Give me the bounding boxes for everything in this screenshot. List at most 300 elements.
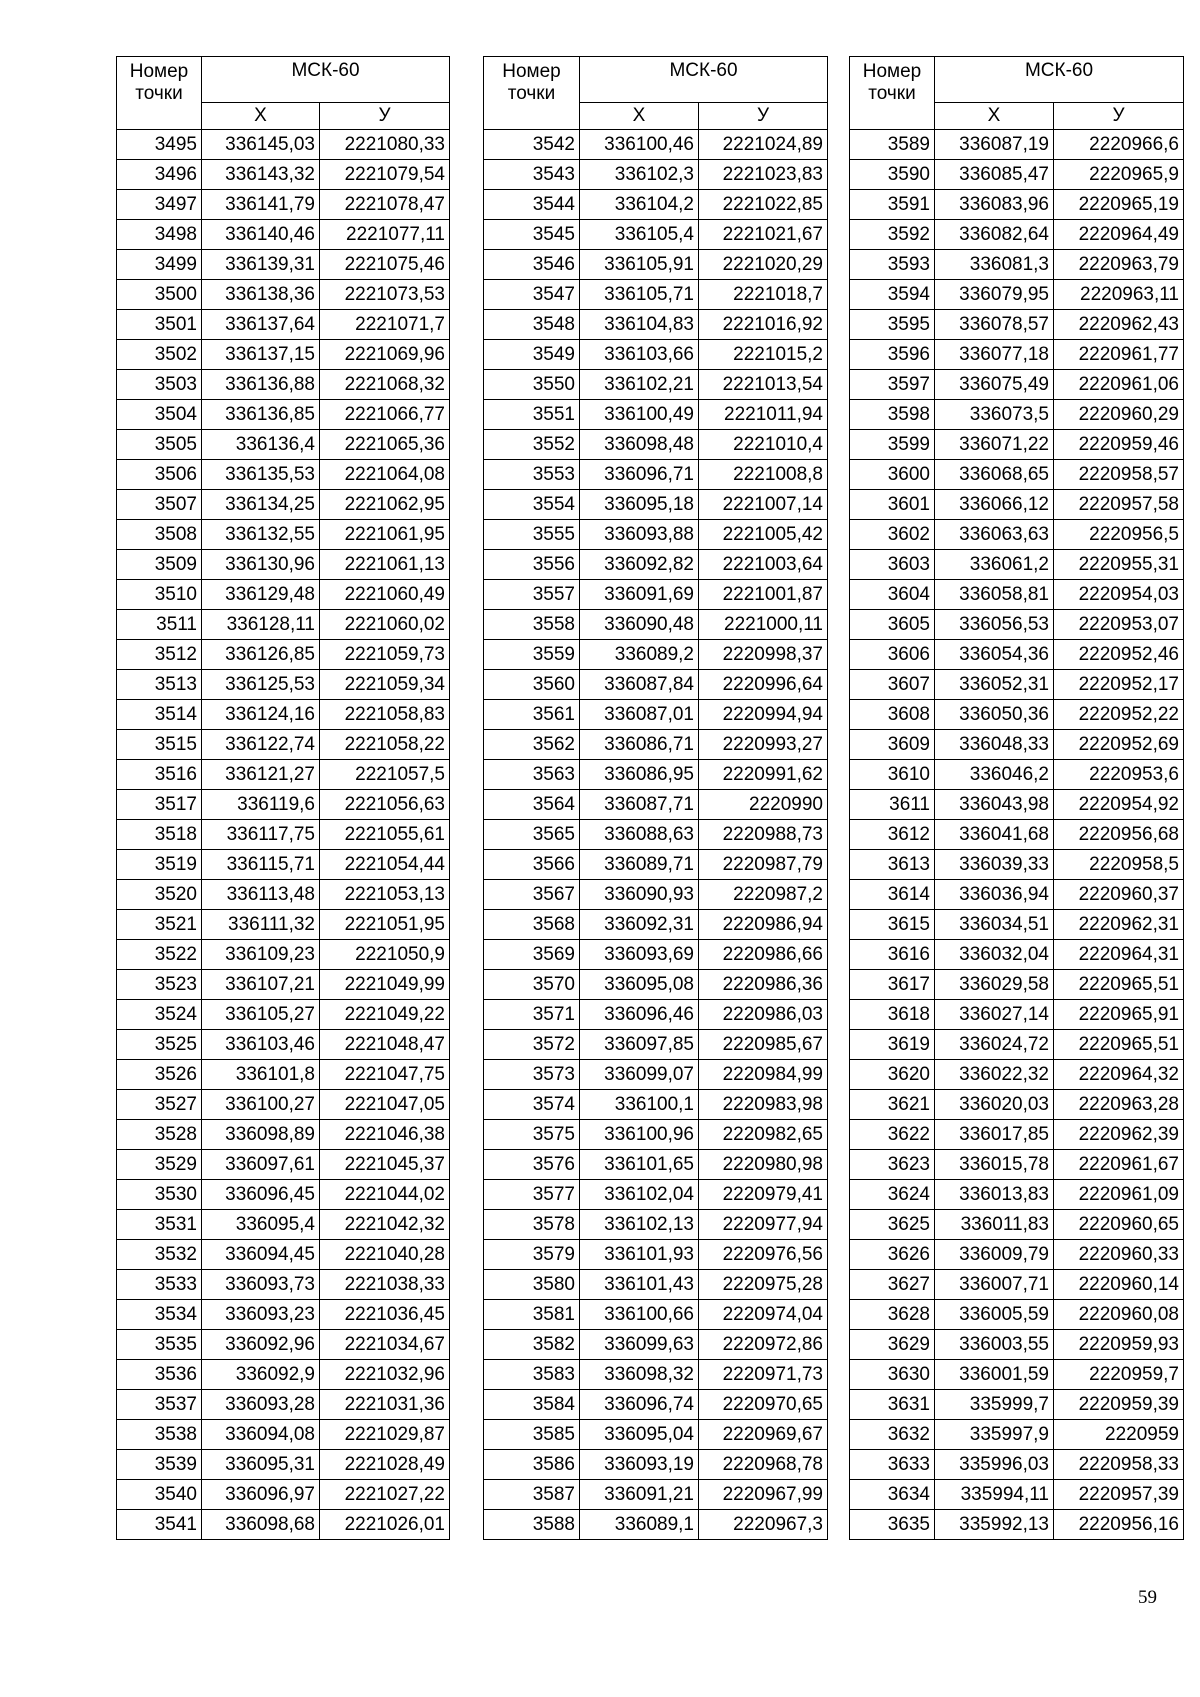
y-coordinate-cell: 2221044,02 — [320, 1180, 450, 1210]
point-number-cell: 3519 — [117, 850, 202, 880]
y-coordinate-cell: 2220965,91 — [1054, 1000, 1184, 1030]
y-coordinate-cell: 2220961,06 — [1054, 370, 1184, 400]
table-row — [484, 280, 828, 310]
table-row — [850, 250, 1184, 280]
x-coordinate-cell: 336089,71 — [580, 850, 699, 880]
y-coordinate-cell: 2220952,46 — [1054, 640, 1184, 670]
point-number-cell: 3601 — [850, 490, 935, 520]
y-coordinate-cell: 2220952,69 — [1054, 730, 1184, 760]
y-coordinate-cell: 2221026,01 — [320, 1510, 450, 1540]
point-number-cell: 3515 — [117, 730, 202, 760]
x-coordinate-cell: 336100,1 — [580, 1090, 699, 1120]
point-number-cell: 3606 — [850, 640, 935, 670]
point-number-cell: 3610 — [850, 760, 935, 790]
y-coordinate-cell: 2220965,9 — [1054, 160, 1184, 190]
table-row — [484, 400, 828, 430]
y-coordinate-cell: 2221010,4 — [699, 430, 828, 460]
x-coordinate-cell: 336089,2 — [580, 640, 699, 670]
x-coordinate-cell: 336145,03 — [202, 130, 320, 160]
table-row — [484, 1030, 828, 1060]
x-coordinate-cell: 336096,45 — [202, 1180, 320, 1210]
x-coordinate-cell: 336136,88 — [202, 370, 320, 400]
x-coordinate-cell: 336125,53 — [202, 670, 320, 700]
table-row — [117, 760, 450, 790]
table-row — [484, 610, 828, 640]
y-coordinate-cell: 2220986,36 — [699, 970, 828, 1000]
table-row — [484, 1480, 828, 1510]
y-coordinate-cell: 2220977,94 — [699, 1210, 828, 1240]
y-coordinate-cell: 2220996,64 — [699, 670, 828, 700]
y-coordinate-cell: 2221047,05 — [320, 1090, 450, 1120]
table-row — [117, 130, 450, 160]
point-number-cell: 3539 — [117, 1450, 202, 1480]
x-coordinate-cell: 336129,48 — [202, 580, 320, 610]
point-number-cell: 3498 — [117, 220, 202, 250]
y-coordinate-cell: 2220966,6 — [1054, 130, 1184, 160]
y-coordinate-cell: 2221028,49 — [320, 1450, 450, 1480]
x-coordinate-cell: 336096,46 — [580, 1000, 699, 1030]
y-coordinate-cell: 2221058,22 — [320, 730, 450, 760]
y-coordinate-cell: 2220987,79 — [699, 850, 828, 880]
table-row — [850, 430, 1184, 460]
y-coordinate-cell: 2220993,27 — [699, 730, 828, 760]
table-row — [484, 850, 828, 880]
x-coordinate-cell: 336094,45 — [202, 1240, 320, 1270]
x-coordinate-cell: 336121,27 — [202, 760, 320, 790]
y-coordinate-cell: 2220975,28 — [699, 1270, 828, 1300]
x-coordinate-cell: 336100,96 — [580, 1120, 699, 1150]
y-coordinate-cell: 2220953,6 — [1054, 760, 1184, 790]
x-coordinate-cell: 336082,64 — [935, 220, 1054, 250]
point-number-cell: 3557 — [484, 580, 580, 610]
table-row — [484, 1150, 828, 1180]
x-coordinate-cell: 336098,48 — [580, 430, 699, 460]
x-coordinate-cell: 336043,98 — [935, 790, 1054, 820]
point-number-cell: 3622 — [850, 1120, 935, 1150]
point-number-cell: 3512 — [117, 640, 202, 670]
table-row — [117, 370, 450, 400]
table-row — [850, 1240, 1184, 1270]
x-coordinate-cell: 336139,31 — [202, 250, 320, 280]
table-row — [484, 520, 828, 550]
table-row — [850, 1420, 1184, 1450]
point-number-cell: 3566 — [484, 850, 580, 880]
point-number-cell: 3532 — [117, 1240, 202, 1270]
point-number-cell: 3581 — [484, 1300, 580, 1330]
y-coordinate-cell: 2221058,83 — [320, 700, 450, 730]
point-number-cell: 3575 — [484, 1120, 580, 1150]
point-number-cell: 3525 — [117, 1030, 202, 1060]
x-coordinate-cell: 336087,71 — [580, 790, 699, 820]
table-row — [850, 1330, 1184, 1360]
y-coordinate-cell: 2220986,66 — [699, 940, 828, 970]
y-coordinate-cell: 2221057,5 — [320, 760, 450, 790]
x-coordinate-cell: 336078,57 — [935, 310, 1054, 340]
x-coordinate-cell: 336091,69 — [580, 580, 699, 610]
y-coordinate-cell: 2220955,31 — [1054, 550, 1184, 580]
point-number-cell: 3579 — [484, 1240, 580, 1270]
x-coordinate-cell: 336093,19 — [580, 1450, 699, 1480]
y-coordinate-cell: 2221061,13 — [320, 550, 450, 580]
y-coordinate-cell: 2220960,14 — [1054, 1270, 1184, 1300]
y-header: У — [699, 103, 828, 130]
table-row — [484, 460, 828, 490]
point-number-cell: 3582 — [484, 1330, 580, 1360]
table-row — [484, 1240, 828, 1270]
table-row — [850, 1360, 1184, 1390]
point-number-cell: 3598 — [850, 400, 935, 430]
point-number-cell: 3556 — [484, 550, 580, 580]
x-coordinate-cell: 336075,49 — [935, 370, 1054, 400]
table-row — [850, 520, 1184, 550]
point-number-cell: 3593 — [850, 250, 935, 280]
x-coordinate-cell: 336046,2 — [935, 760, 1054, 790]
y-coordinate-cell: 2220959,93 — [1054, 1330, 1184, 1360]
point-number-cell: 3549 — [484, 340, 580, 370]
x-coordinate-cell: 336098,89 — [202, 1120, 320, 1150]
y-coordinate-cell: 2220953,07 — [1054, 610, 1184, 640]
point-number-cell: 3571 — [484, 1000, 580, 1030]
x-coordinate-cell: 336124,16 — [202, 700, 320, 730]
table-row — [484, 640, 828, 670]
point-number-cell: 3586 — [484, 1450, 580, 1480]
x-coordinate-cell: 336087,01 — [580, 700, 699, 730]
point-number-cell: 3600 — [850, 460, 935, 490]
point-number-cell: 3496 — [117, 160, 202, 190]
y-coordinate-cell: 2220956,16 — [1054, 1510, 1184, 1540]
table-row — [850, 640, 1184, 670]
y-coordinate-cell: 2220957,39 — [1054, 1480, 1184, 1510]
y-coordinate-cell: 2220980,98 — [699, 1150, 828, 1180]
table-row — [484, 1120, 828, 1150]
point-number-cell: 3516 — [117, 760, 202, 790]
x-coordinate-cell: 336097,85 — [580, 1030, 699, 1060]
x-coordinate-cell: 336095,31 — [202, 1450, 320, 1480]
point-number-cell: 3620 — [850, 1060, 935, 1090]
table-row — [484, 1090, 828, 1120]
y-coordinate-cell: 2220987,2 — [699, 880, 828, 910]
y-coordinate-cell: 2221071,7 — [320, 310, 450, 340]
point-number-cell: 3605 — [850, 610, 935, 640]
table-row — [117, 550, 450, 580]
y-coordinate-cell: 2221068,32 — [320, 370, 450, 400]
y-coordinate-cell: 2221059,73 — [320, 640, 450, 670]
point-number-cell: 3542 — [484, 130, 580, 160]
point-number-cell: 3545 — [484, 220, 580, 250]
x-coordinate-cell: 336093,73 — [202, 1270, 320, 1300]
point-number-cell: 3570 — [484, 970, 580, 1000]
table-row — [117, 280, 450, 310]
point-number-cell: 3513 — [117, 670, 202, 700]
x-coordinate-cell: 336090,93 — [580, 880, 699, 910]
x-coordinate-cell: 336027,14 — [935, 1000, 1054, 1030]
y-coordinate-cell: 2220984,99 — [699, 1060, 828, 1090]
table-row — [117, 1420, 450, 1450]
point-number-cell: 3627 — [850, 1270, 935, 1300]
x-coordinate-cell: 336003,55 — [935, 1330, 1054, 1360]
table-row — [484, 430, 828, 460]
point-number-cell: 3547 — [484, 280, 580, 310]
x-coordinate-cell: 336100,66 — [580, 1300, 699, 1330]
table-row — [117, 250, 450, 280]
point-number-cell: 3577 — [484, 1180, 580, 1210]
y-coordinate-cell: 2221062,95 — [320, 490, 450, 520]
table-row — [484, 490, 828, 520]
point-number-cell: 3594 — [850, 280, 935, 310]
x-coordinate-cell: 336077,18 — [935, 340, 1054, 370]
point-number-cell: 3506 — [117, 460, 202, 490]
table-row — [117, 220, 450, 250]
header-row — [484, 57, 828, 103]
y-coordinate-cell: 2220956,5 — [1054, 520, 1184, 550]
point-number-cell: 3599 — [850, 430, 935, 460]
y-coordinate-cell: 2220979,41 — [699, 1180, 828, 1210]
point-number-cell: 3551 — [484, 400, 580, 430]
x-coordinate-cell: 336099,63 — [580, 1330, 699, 1360]
table-row — [117, 610, 450, 640]
table-row — [117, 430, 450, 460]
point-number-cell: 3550 — [484, 370, 580, 400]
table-row — [117, 310, 450, 340]
y-coordinate-cell: 2220959,46 — [1054, 430, 1184, 460]
x-coordinate-cell: 336138,36 — [202, 280, 320, 310]
point-number-cell: 3583 — [484, 1360, 580, 1390]
point-number-cell: 3561 — [484, 700, 580, 730]
table-row — [850, 1270, 1184, 1300]
x-coordinate-cell: 336105,4 — [580, 220, 699, 250]
y-coordinate-cell: 2220952,17 — [1054, 670, 1184, 700]
point-number-cell: 3624 — [850, 1180, 935, 1210]
y-coordinate-cell: 2221007,14 — [699, 490, 828, 520]
table-row — [850, 460, 1184, 490]
x-coordinate-cell: 336096,97 — [202, 1480, 320, 1510]
x-coordinate-cell: 336134,25 — [202, 490, 320, 520]
y-coordinate-cell: 2220991,62 — [699, 760, 828, 790]
table-row — [850, 940, 1184, 970]
x-coordinate-cell: 336009,79 — [935, 1240, 1054, 1270]
x-coordinate-cell: 336013,83 — [935, 1180, 1054, 1210]
x-coordinate-cell: 336095,04 — [580, 1420, 699, 1450]
table-row — [484, 1450, 828, 1480]
y-coordinate-cell: 2221021,67 — [699, 220, 828, 250]
y-coordinate-cell: 2221016,92 — [699, 310, 828, 340]
table-row — [850, 1120, 1184, 1150]
table-row — [850, 130, 1184, 160]
x-coordinate-cell: 336135,53 — [202, 460, 320, 490]
x-coordinate-cell: 336073,5 — [935, 400, 1054, 430]
point-number-cell: 3548 — [484, 310, 580, 340]
y-coordinate-cell: 2221022,85 — [699, 190, 828, 220]
point-number-cell: 3623 — [850, 1150, 935, 1180]
point-number-cell: 3517 — [117, 790, 202, 820]
table-row — [484, 1390, 828, 1420]
point-number-cell: 3560 — [484, 670, 580, 700]
y-coordinate-cell: 2221064,08 — [320, 460, 450, 490]
point-number-cell: 3574 — [484, 1090, 580, 1120]
y-coordinate-cell: 2220971,73 — [699, 1360, 828, 1390]
point-number-cell: 3609 — [850, 730, 935, 760]
y-coordinate-cell: 2220964,31 — [1054, 940, 1184, 970]
y-coordinate-cell: 2220965,19 — [1054, 190, 1184, 220]
point-number-cell: 3521 — [117, 910, 202, 940]
point-number-cell: 3531 — [117, 1210, 202, 1240]
point-number-cell: 3630 — [850, 1360, 935, 1390]
table-row — [850, 1030, 1184, 1060]
y-coordinate-cell: 2220994,94 — [699, 700, 828, 730]
point-number-cell: 3502 — [117, 340, 202, 370]
point-number-cell: 3591 — [850, 190, 935, 220]
point-number-cell: 3596 — [850, 340, 935, 370]
x-coordinate-cell: 336001,59 — [935, 1360, 1054, 1390]
table-row — [117, 1480, 450, 1510]
x-coordinate-cell: 336117,75 — [202, 820, 320, 850]
point-number-cell: 3614 — [850, 880, 935, 910]
y-coordinate-cell: 2220983,98 — [699, 1090, 828, 1120]
point-number-cell: 3546 — [484, 250, 580, 280]
point-number-cell: 3559 — [484, 640, 580, 670]
y-coordinate-cell: 2220957,58 — [1054, 490, 1184, 520]
y-coordinate-cell: 2220963,79 — [1054, 250, 1184, 280]
point-number-cell: 3585 — [484, 1420, 580, 1450]
y-coordinate-cell: 2221036,45 — [320, 1300, 450, 1330]
y-coordinate-cell: 2220961,77 — [1054, 340, 1184, 370]
point-number-cell: 3555 — [484, 520, 580, 550]
point-number-cell: 3576 — [484, 1150, 580, 1180]
y-coordinate-cell: 2220988,73 — [699, 820, 828, 850]
x-coordinate-cell: 336101,43 — [580, 1270, 699, 1300]
table-row — [850, 910, 1184, 940]
x-coordinate-cell: 336017,85 — [935, 1120, 1054, 1150]
point-number-cell: 3528 — [117, 1120, 202, 1150]
y-coordinate-cell: 2220986,03 — [699, 1000, 828, 1030]
y-coordinate-cell: 2220959,39 — [1054, 1390, 1184, 1420]
x-coordinate-cell: 336079,95 — [935, 280, 1054, 310]
table-row — [117, 850, 450, 880]
x-coordinate-cell: 336063,63 — [935, 520, 1054, 550]
y-coordinate-cell: 2221023,83 — [699, 160, 828, 190]
x-coordinate-cell: 336115,71 — [202, 850, 320, 880]
point-number-cell: 3580 — [484, 1270, 580, 1300]
table-row — [117, 1060, 450, 1090]
y-coordinate-cell: 2220985,67 — [699, 1030, 828, 1060]
y-coordinate-cell: 2221073,53 — [320, 280, 450, 310]
table-row — [484, 1180, 828, 1210]
table-row — [117, 160, 450, 190]
y-coordinate-cell: 2220959 — [1054, 1420, 1184, 1450]
point-number-cell: 3509 — [117, 550, 202, 580]
x-header: X — [202, 103, 320, 130]
x-coordinate-cell: 336093,23 — [202, 1300, 320, 1330]
point-number-cell: 3520 — [117, 880, 202, 910]
point-number-header: Номер точки — [117, 57, 202, 130]
table-row — [117, 700, 450, 730]
y-coordinate-cell: 2220958,57 — [1054, 460, 1184, 490]
y-coordinate-cell: 2221029,87 — [320, 1420, 450, 1450]
table-row — [484, 730, 828, 760]
x-coordinate-cell: 336089,1 — [580, 1510, 699, 1540]
point-number-cell: 3564 — [484, 790, 580, 820]
table-row — [484, 670, 828, 700]
table-row — [484, 790, 828, 820]
x-coordinate-cell: 336103,66 — [580, 340, 699, 370]
point-number-cell: 3612 — [850, 820, 935, 850]
x-coordinate-cell: 336099,07 — [580, 1060, 699, 1090]
point-number-cell: 3635 — [850, 1510, 935, 1540]
header-row — [850, 57, 1184, 103]
y-coordinate-cell: 2220962,43 — [1054, 310, 1184, 340]
x-coordinate-cell: 336101,8 — [202, 1060, 320, 1090]
y-coordinate-cell: 2221060,49 — [320, 580, 450, 610]
table-row — [484, 190, 828, 220]
x-header: X — [935, 103, 1054, 130]
coordinate-system-header: МСК-60 — [935, 57, 1184, 103]
point-number-cell: 3508 — [117, 520, 202, 550]
x-coordinate-cell: 336011,83 — [935, 1210, 1054, 1240]
point-number-cell: 3524 — [117, 1000, 202, 1030]
point-number-cell: 3587 — [484, 1480, 580, 1510]
point-number-cell: 3499 — [117, 250, 202, 280]
x-coordinate-cell: 336081,3 — [935, 250, 1054, 280]
y-coordinate-cell: 2221051,95 — [320, 910, 450, 940]
point-number-cell: 3604 — [850, 580, 935, 610]
x-coordinate-cell: 336101,65 — [580, 1150, 699, 1180]
x-coordinate-cell: 336105,27 — [202, 1000, 320, 1030]
x-coordinate-cell: 336136,85 — [202, 400, 320, 430]
x-coordinate-cell: 336024,72 — [935, 1030, 1054, 1060]
x-coordinate-cell: 336101,93 — [580, 1240, 699, 1270]
point-number-cell: 3536 — [117, 1360, 202, 1390]
point-number-cell: 3522 — [117, 940, 202, 970]
point-number-cell: 3633 — [850, 1450, 935, 1480]
point-number-cell: 3527 — [117, 1090, 202, 1120]
y-coordinate-cell: 2221069,96 — [320, 340, 450, 370]
table-row — [850, 1180, 1184, 1210]
table-row — [484, 1330, 828, 1360]
y-coordinate-cell: 2221080,33 — [320, 130, 450, 160]
point-number-cell: 3578 — [484, 1210, 580, 1240]
table-row — [850, 790, 1184, 820]
x-coordinate-cell: 336061,2 — [935, 550, 1054, 580]
y-coordinate-cell: 2220964,49 — [1054, 220, 1184, 250]
coordinate-table-1 — [116, 56, 450, 1540]
table-row — [484, 580, 828, 610]
y-header: У — [1054, 103, 1184, 130]
x-coordinate-cell: 336048,33 — [935, 730, 1054, 760]
point-number-cell: 3534 — [117, 1300, 202, 1330]
point-number-cell: 3563 — [484, 760, 580, 790]
x-coordinate-cell: 336015,78 — [935, 1150, 1054, 1180]
point-number-cell: 3619 — [850, 1030, 935, 1060]
y-coordinate-cell: 2220972,86 — [699, 1330, 828, 1360]
y-coordinate-cell: 2221032,96 — [320, 1360, 450, 1390]
x-coordinate-cell: 336132,55 — [202, 520, 320, 550]
coordinate-table-3 — [849, 56, 1184, 1540]
table-row — [850, 1000, 1184, 1030]
table-row — [484, 1360, 828, 1390]
x-coordinate-cell: 335996,03 — [935, 1450, 1054, 1480]
x-coordinate-cell: 336022,32 — [935, 1060, 1054, 1090]
table-row — [850, 1090, 1184, 1120]
y-coordinate-cell: 2220960,37 — [1054, 880, 1184, 910]
y-coordinate-cell: 2220960,29 — [1054, 400, 1184, 430]
y-coordinate-cell: 2221061,95 — [320, 520, 450, 550]
table-row — [484, 940, 828, 970]
y-coordinate-cell: 2220962,39 — [1054, 1120, 1184, 1150]
x-coordinate-cell: 336020,03 — [935, 1090, 1054, 1120]
table-row — [117, 790, 450, 820]
table-row — [850, 850, 1184, 880]
table-row — [850, 1390, 1184, 1420]
